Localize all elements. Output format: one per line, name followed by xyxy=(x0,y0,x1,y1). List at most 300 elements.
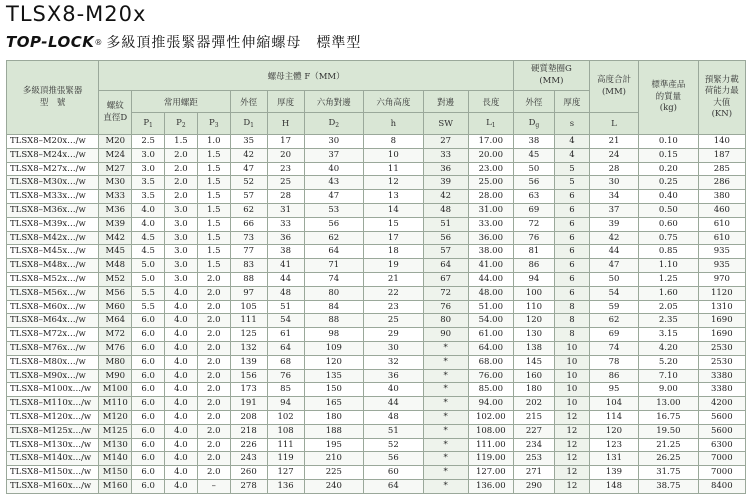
header-outer-dia: 外徑 xyxy=(230,91,267,113)
table-cell: 64 xyxy=(267,341,304,355)
table-cell: M100 xyxy=(99,383,132,397)
table-row xyxy=(7,203,746,217)
header-hex-height: 六角高度 xyxy=(364,91,424,113)
table-cell: 4.0 xyxy=(165,328,198,342)
table-cell: 64.00 xyxy=(468,341,513,355)
brand-row xyxy=(6,30,361,54)
table-cell: 28 xyxy=(589,162,638,176)
table-cell: 10 xyxy=(364,148,424,162)
table-cell: 5600 xyxy=(698,424,745,438)
table-cell: 62 xyxy=(304,231,364,245)
table-cell: 21 xyxy=(589,135,638,149)
table-cell: 1.5 xyxy=(197,190,230,204)
model-cell: TLSX8–M30x…/w xyxy=(7,176,99,190)
table-cell: 218 xyxy=(230,424,267,438)
table-cell: * xyxy=(423,452,468,466)
table-cell: 56 xyxy=(364,452,424,466)
table-cell: 2.0 xyxy=(197,328,230,342)
table-cell: 109 xyxy=(304,341,364,355)
table-cell: 243 xyxy=(230,452,267,466)
model-cell: TLSX8–M130x…/w xyxy=(7,438,99,452)
table-cell: 4.0 xyxy=(165,452,198,466)
table-cell: 74 xyxy=(589,341,638,355)
model-cell: TLSX8–M45x…/w xyxy=(7,245,99,259)
table-cell: 4.0 xyxy=(165,286,198,300)
table-cell: 56 xyxy=(304,217,364,231)
table-cell: 180 xyxy=(513,383,554,397)
table-row xyxy=(7,452,746,466)
table-cell: 57 xyxy=(230,190,267,204)
table-cell: 84 xyxy=(304,300,364,314)
table-cell: 10 xyxy=(554,341,589,355)
table-cell: 17 xyxy=(267,135,304,149)
table-cell: 86 xyxy=(589,369,638,383)
table-cell: 104 xyxy=(589,397,638,411)
table-cell: M76 xyxy=(99,341,132,355)
header-length: 長度 xyxy=(468,91,513,113)
table-cell: 30 xyxy=(304,135,364,149)
table-cell: 1690 xyxy=(698,314,745,328)
table-cell: 4.0 xyxy=(165,341,198,355)
model-cell: TLSX8–M80x…/w xyxy=(7,355,99,369)
table-cell: 4 xyxy=(554,148,589,162)
table-row xyxy=(7,176,746,190)
table-cell: 36 xyxy=(423,162,468,176)
table-cell: 2.0 xyxy=(197,355,230,369)
table-cell: 286 xyxy=(698,176,745,190)
model-cell: TLSX8–M39x…/w xyxy=(7,217,99,231)
table-cell: 6 xyxy=(554,217,589,231)
table-cell: 83 xyxy=(230,259,267,273)
table-cell: 94.00 xyxy=(468,397,513,411)
table-cell: 9.00 xyxy=(639,383,699,397)
table-row xyxy=(7,190,746,204)
table-cell: 39 xyxy=(589,217,638,231)
table-cell: 2530 xyxy=(698,341,745,355)
table-cell: M48 xyxy=(99,259,132,273)
table-row xyxy=(7,300,746,314)
table-cell: 73 xyxy=(230,231,267,245)
table-cell: 215 xyxy=(513,410,554,424)
table-cell: 6.0 xyxy=(132,410,165,424)
table-cell: 6.0 xyxy=(132,383,165,397)
table-cell: 33 xyxy=(423,148,468,162)
table-cell: 54 xyxy=(589,286,638,300)
table-cell: 460 xyxy=(698,203,745,217)
table-cell: 17.00 xyxy=(468,135,513,149)
table-cell: 1.25 xyxy=(639,272,699,286)
table-cell: 24 xyxy=(589,148,638,162)
sym-h-lower: h xyxy=(364,113,424,135)
table-cell: 2.5 xyxy=(132,135,165,149)
table-cell: 56 xyxy=(513,176,554,190)
table-cell: 2.0 xyxy=(165,176,198,190)
table-cell: 2.0 xyxy=(197,383,230,397)
table-cell: 4.0 xyxy=(165,410,198,424)
header-pitch-group: 常用螺距 xyxy=(132,91,230,113)
table-cell: 38.00 xyxy=(468,245,513,259)
table-cell: 33 xyxy=(267,217,304,231)
table-row xyxy=(7,479,746,493)
model-cell: TLSX8–M27x…/w xyxy=(7,162,99,176)
table-cell: 131 xyxy=(589,452,638,466)
table-row xyxy=(7,259,746,273)
table-cell: 135 xyxy=(304,369,364,383)
table-cell: 4.0 xyxy=(165,424,198,438)
table-cell: 130 xyxy=(513,328,554,342)
table-row xyxy=(7,286,746,300)
sym-d1: $D_1$ xyxy=(230,113,267,135)
table-cell: * xyxy=(423,410,468,424)
table-cell: 5.20 xyxy=(639,355,699,369)
table-cell: 29 xyxy=(364,328,424,342)
model-cell: TLSX8–M120x…/w xyxy=(7,410,99,424)
table-cell: 187 xyxy=(698,148,745,162)
table-cell: 2.0 xyxy=(197,410,230,424)
table-cell: 54 xyxy=(267,314,304,328)
sym-h-upper: H xyxy=(267,113,304,135)
table-cell: 12 xyxy=(554,479,589,493)
table-cell: 260 xyxy=(230,466,267,480)
table-cell: M120 xyxy=(99,410,132,424)
table-cell: 100 xyxy=(513,286,554,300)
table-cell: 123 xyxy=(589,438,638,452)
table-cell: 0.25 xyxy=(639,176,699,190)
table-cell: 76 xyxy=(423,300,468,314)
table-cell: 2530 xyxy=(698,355,745,369)
table-cell: 4200 xyxy=(698,397,745,411)
table-cell: * xyxy=(423,466,468,480)
model-cell: TLSX8–M42x…/w xyxy=(7,231,99,245)
table-cell: 47 xyxy=(230,162,267,176)
table-cell: 125 xyxy=(230,328,267,342)
table-cell: 28 xyxy=(267,190,304,204)
table-cell: 10 xyxy=(554,355,589,369)
table-cell: 5 xyxy=(554,162,589,176)
table-row xyxy=(7,341,746,355)
table-cell: 5 xyxy=(554,176,589,190)
table-cell: 94 xyxy=(267,397,304,411)
table-cell: * xyxy=(423,355,468,369)
table-cell: 3.0 xyxy=(165,245,198,259)
table-cell: 6 xyxy=(554,272,589,286)
table-cell: 67 xyxy=(423,272,468,286)
table-cell: 6 xyxy=(554,259,589,273)
table-cell: 2.0 xyxy=(197,369,230,383)
table-cell: 69 xyxy=(513,203,554,217)
table-cell: 68 xyxy=(267,355,304,369)
table-cell: 2.0 xyxy=(197,314,230,328)
model-cell: TLSX8–M20x…/w xyxy=(7,135,99,149)
table-cell: 111 xyxy=(230,314,267,328)
table-cell: 210 xyxy=(304,452,364,466)
sym-dg: $D_g$ xyxy=(513,113,554,135)
table-cell: 12 xyxy=(364,176,424,190)
table-cell: 25.00 xyxy=(468,176,513,190)
table-cell: 76 xyxy=(267,369,304,383)
table-row xyxy=(7,397,746,411)
table-cell: 40 xyxy=(364,383,424,397)
table-cell: 8 xyxy=(554,328,589,342)
table-cell: 108.00 xyxy=(468,424,513,438)
table-cell: 2.0 xyxy=(165,148,198,162)
table-cell: 31.75 xyxy=(639,466,699,480)
sym-sw: SW xyxy=(423,113,468,135)
sym-p1: $P_1$ xyxy=(132,113,165,135)
model-cell: TLSX8–M56x…/w xyxy=(7,286,99,300)
header-model: 多級頂推張緊器 型 號 xyxy=(7,61,99,135)
table-cell: 33.00 xyxy=(468,217,513,231)
table-cell: 56 xyxy=(423,231,468,245)
table-cell: * xyxy=(423,479,468,493)
table-cell: 48.00 xyxy=(468,286,513,300)
table-cell: 2.0 xyxy=(197,452,230,466)
table-cell: 271 xyxy=(513,466,554,480)
table-cell: * xyxy=(423,397,468,411)
table-row xyxy=(7,355,746,369)
table-cell: 15 xyxy=(364,217,424,231)
table-cell: 31 xyxy=(267,203,304,217)
sym-d2: $D_2$ xyxy=(304,113,364,135)
table-cell: 156 xyxy=(230,369,267,383)
table-cell: M42 xyxy=(99,231,132,245)
table-cell: 2.0 xyxy=(197,272,230,286)
table-cell: 30 xyxy=(364,341,424,355)
table-cell: 42 xyxy=(230,148,267,162)
table-row xyxy=(7,369,746,383)
table-cell: 38.75 xyxy=(639,479,699,493)
table-cell: 7000 xyxy=(698,466,745,480)
sym-p2: $P_2$ xyxy=(165,113,198,135)
table-cell: 1.5 xyxy=(165,135,198,149)
table-cell: 69 xyxy=(589,328,638,342)
table-cell: 208 xyxy=(230,410,267,424)
table-cell: 935 xyxy=(698,245,745,259)
table-cell: 6.0 xyxy=(132,452,165,466)
table-cell: 41.00 xyxy=(468,259,513,273)
table-cell: 40 xyxy=(304,162,364,176)
table-cell: 3.0 xyxy=(165,259,198,273)
table-cell: 3380 xyxy=(698,383,745,397)
model-cell: TLSX8–M33x…/w xyxy=(7,190,99,204)
table-cell: 132 xyxy=(230,341,267,355)
table-cell: 0.85 xyxy=(639,245,699,259)
table-cell: 43 xyxy=(304,176,364,190)
table-cell: 120 xyxy=(513,314,554,328)
table-cell: 44.00 xyxy=(468,272,513,286)
table-cell: 20.00 xyxy=(468,148,513,162)
table-cell: 39 xyxy=(423,176,468,190)
table-cell: 2.0 xyxy=(197,424,230,438)
table-cell: 7000 xyxy=(698,452,745,466)
table-cell: 111 xyxy=(267,438,304,452)
table-cell: 119.00 xyxy=(468,452,513,466)
table-cell: 85.00 xyxy=(468,383,513,397)
table-cell: 380 xyxy=(698,190,745,204)
table-cell: 145 xyxy=(513,355,554,369)
table-cell: 2.05 xyxy=(639,300,699,314)
spec-table-body xyxy=(7,135,746,494)
table-cell: 0.75 xyxy=(639,231,699,245)
table-cell: 6.0 xyxy=(132,314,165,328)
table-cell: 44 xyxy=(589,245,638,259)
table-cell: 53 xyxy=(304,203,364,217)
table-cell: 57 xyxy=(423,245,468,259)
table-cell: 253 xyxy=(513,452,554,466)
table-cell: 1.0 xyxy=(197,135,230,149)
header-nut-group: 螺母主體 F（MM） xyxy=(99,61,514,91)
table-cell: 80 xyxy=(304,286,364,300)
table-cell: 6.0 xyxy=(132,369,165,383)
table-cell: 6.0 xyxy=(132,479,165,493)
table-cell: 3.0 xyxy=(165,217,198,231)
table-cell: 51 xyxy=(423,217,468,231)
table-cell: 27 xyxy=(423,135,468,149)
table-cell: 5600 xyxy=(698,410,745,424)
table-cell: 2.0 xyxy=(197,341,230,355)
table-cell: M72 xyxy=(99,328,132,342)
table-row xyxy=(7,424,746,438)
table-cell: 935 xyxy=(698,259,745,273)
table-cell: 1.10 xyxy=(639,259,699,273)
table-cell: * xyxy=(423,438,468,452)
table-cell: M56 xyxy=(99,286,132,300)
table-cell: 6 xyxy=(554,190,589,204)
table-cell: 1.5 xyxy=(197,203,230,217)
table-cell: 188 xyxy=(304,424,364,438)
table-cell: 74 xyxy=(304,272,364,286)
table-cell: 3.0 xyxy=(165,203,198,217)
table-cell: 2.35 xyxy=(639,314,699,328)
table-cell: * xyxy=(423,369,468,383)
table-cell: 38 xyxy=(513,135,554,149)
table-cell: 71 xyxy=(304,259,364,273)
table-cell: 51.00 xyxy=(468,300,513,314)
table-cell: 47 xyxy=(589,259,638,273)
table-cell: 36 xyxy=(364,369,424,383)
table-cell: 17 xyxy=(364,231,424,245)
table-cell: 12 xyxy=(554,424,589,438)
header-washer-group: 硬質墊圈G (MM) xyxy=(513,61,589,91)
table-cell: 4.0 xyxy=(132,217,165,231)
model-cell: TLSX8–M150x…/w xyxy=(7,466,99,480)
header-washer-thickness: 厚度 xyxy=(554,91,589,113)
table-cell: 5.5 xyxy=(132,286,165,300)
table-cell: 37 xyxy=(304,148,364,162)
table-cell: 150 xyxy=(304,383,364,397)
table-cell: 12 xyxy=(554,466,589,480)
sym-l1: $L_1$ xyxy=(468,113,513,135)
table-cell: 226 xyxy=(230,438,267,452)
table-cell: – xyxy=(197,479,230,493)
table-cell: M90 xyxy=(99,369,132,383)
table-cell: 202 xyxy=(513,397,554,411)
brand-logo: TOP-LOCK xyxy=(6,33,95,51)
table-cell: 98 xyxy=(304,328,364,342)
table-cell: 6 xyxy=(554,231,589,245)
table-cell: 1.5 xyxy=(197,176,230,190)
table-cell: 4.5 xyxy=(132,245,165,259)
table-cell: 36 xyxy=(267,231,304,245)
table-cell: M125 xyxy=(99,424,132,438)
table-cell: M27 xyxy=(99,162,132,176)
table-cell: 41 xyxy=(267,259,304,273)
table-cell: 1.5 xyxy=(197,148,230,162)
table-cell: 50 xyxy=(589,272,638,286)
table-cell: 59 xyxy=(589,300,638,314)
table-cell: 4 xyxy=(554,135,589,149)
table-cell: 1310 xyxy=(698,300,745,314)
table-cell: 136 xyxy=(267,479,304,493)
table-cell: 64 xyxy=(423,259,468,273)
table-cell: 72 xyxy=(513,217,554,231)
table-cell: 44 xyxy=(364,397,424,411)
model-cell: TLSX8–M60x…/w xyxy=(7,300,99,314)
table-cell: 23.00 xyxy=(468,162,513,176)
table-cell: 25 xyxy=(364,314,424,328)
table-cell: 2.0 xyxy=(197,300,230,314)
table-cell: 127 xyxy=(267,466,304,480)
model-cell: TLSX8–M52x…/w xyxy=(7,272,99,286)
model-cell: TLSX8–M90x…/w xyxy=(7,369,99,383)
table-cell: 3.5 xyxy=(132,176,165,190)
table-row xyxy=(7,383,746,397)
table-row xyxy=(7,410,746,424)
table-cell: 76 xyxy=(513,231,554,245)
table-cell: M60 xyxy=(99,300,132,314)
table-cell: 240 xyxy=(304,479,364,493)
table-cell: 191 xyxy=(230,397,267,411)
table-cell: 88 xyxy=(230,272,267,286)
table-cell: 48 xyxy=(267,286,304,300)
table-cell: 1.5 xyxy=(197,231,230,245)
model-cell: TLSX8–M110x…/w xyxy=(7,397,99,411)
table-cell: 64 xyxy=(364,479,424,493)
table-cell: 51 xyxy=(364,424,424,438)
table-cell: 1.5 xyxy=(197,162,230,176)
table-cell: 140 xyxy=(698,135,745,149)
table-cell: 6 xyxy=(554,286,589,300)
table-cell: 52 xyxy=(364,438,424,452)
table-cell: 4.20 xyxy=(639,341,699,355)
spec-table xyxy=(6,60,746,494)
table-cell: 12 xyxy=(554,452,589,466)
table-cell: * xyxy=(423,341,468,355)
table-cell: 62 xyxy=(589,314,638,328)
model-cell: TLSX8–M160x…/w xyxy=(7,479,99,493)
table-cell: 12 xyxy=(554,438,589,452)
table-cell: * xyxy=(423,383,468,397)
table-cell: 4.0 xyxy=(165,466,198,480)
table-cell: 22 xyxy=(364,286,424,300)
table-cell: 32 xyxy=(364,355,424,369)
table-cell: 5.5 xyxy=(132,300,165,314)
table-cell: 64 xyxy=(304,245,364,259)
table-cell: 8400 xyxy=(698,479,745,493)
table-row xyxy=(7,328,746,342)
header-max-load: 預緊力載 荷能力最 大值 (KN) xyxy=(698,61,745,135)
table-row xyxy=(7,245,746,259)
table-cell: 227 xyxy=(513,424,554,438)
table-cell: M52 xyxy=(99,272,132,286)
model-cell: TLSX8–M140x…/w xyxy=(7,452,99,466)
table-cell: M39 xyxy=(99,217,132,231)
table-cell: M30 xyxy=(99,176,132,190)
table-cell: 4.0 xyxy=(165,397,198,411)
table-cell: M80 xyxy=(99,355,132,369)
sym-s: s xyxy=(554,113,589,135)
table-row xyxy=(7,438,746,452)
